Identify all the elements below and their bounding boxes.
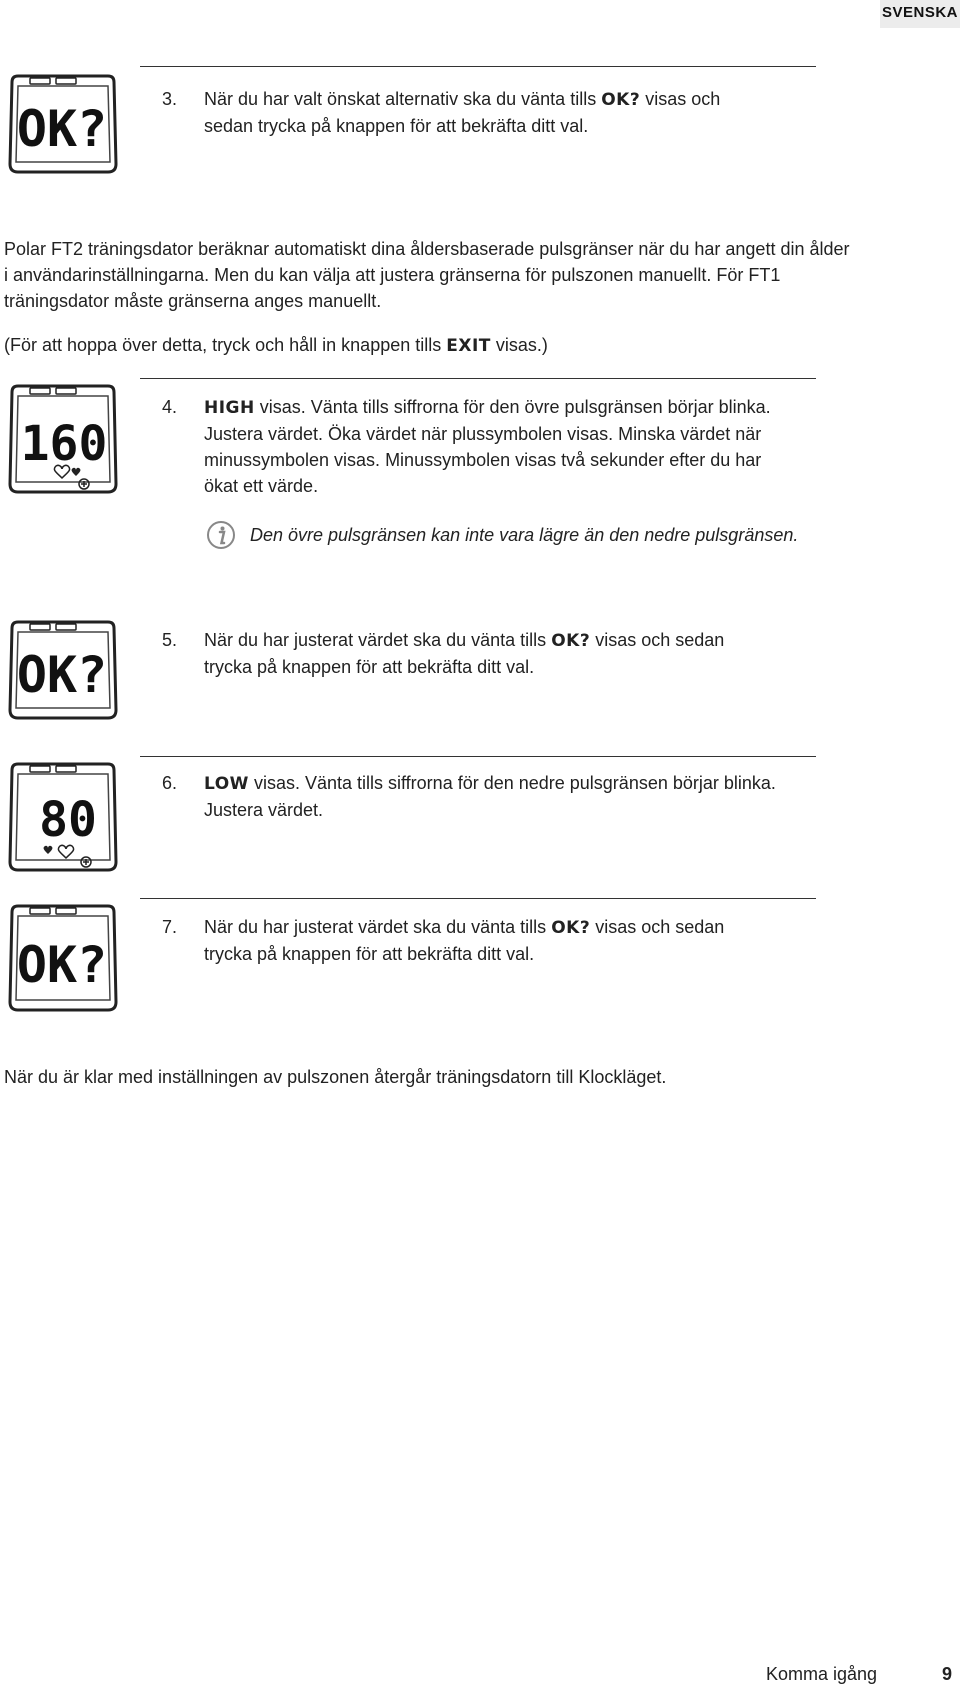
intro-line: i användarinställningarna. Men du kan välja att justera gränserna för pulszonen manuellt. För FT1 [4, 265, 781, 285]
step-4 [162, 394, 812, 499]
intro-line: Polar FT2 träningsdator beräknar automatiskt dina åldersbaserade pulsgränser när du har angett din ålder [4, 239, 850, 259]
lcd-text: OK? [16, 100, 108, 158]
watch-display-low [4, 760, 122, 874]
step-text: minussymbolen visas. Minussymbolen visas två sekunder efter du har [204, 450, 762, 470]
skip-text: (För att hoppa över detta, tryck och håll in knappen tills [4, 335, 442, 355]
skip-text: visas.) [495, 335, 548, 355]
lcd-text: OK? [16, 936, 108, 994]
step-text: visas. Vänta tills siffrorna för den nedre pulsgränsen börjar blinka. [253, 773, 776, 793]
step-text: trycka på knappen för att bekräfta ditt val. [204, 944, 535, 964]
step-text: sedan trycka på knappen för att bekräfta ditt val. [204, 116, 589, 136]
step-number: 5. [162, 630, 178, 650]
watch-display-ok [4, 618, 122, 722]
step-text: visas och sedan [595, 630, 725, 650]
step-number: 3. [162, 89, 178, 109]
step-7-rule [140, 898, 816, 899]
intro-line: träningsdator måste gränserna anges manuellt. [4, 291, 382, 311]
step-3 [162, 86, 812, 139]
lcd-label: EXIT [446, 336, 491, 356]
watch-display-high [4, 382, 122, 496]
watch-display-ok [4, 72, 122, 176]
step-text: trycka på knappen för att bekräfta ditt val. [204, 657, 535, 677]
lcd-label: OK? [551, 918, 591, 938]
intro-paragraph [4, 236, 954, 314]
step-text: visas och [645, 89, 721, 109]
step-text: ökat ett värde. [204, 476, 319, 496]
lcd-label: OK? [601, 90, 641, 110]
step-3-rule [140, 66, 816, 67]
footer-section: Komma igång [766, 1664, 878, 1684]
watch-display-ok [4, 902, 122, 1014]
lcd-label: OK? [551, 631, 591, 651]
step-text: visas och sedan [595, 917, 725, 937]
lcd-label: HIGH [204, 398, 255, 418]
lcd-text: 80 [39, 792, 97, 848]
closing-paragraph: När du är klar med inställningen av pulszonen återgår träningsdatorn till Klockläget. [4, 1067, 667, 1087]
step-number: 4. [162, 397, 178, 417]
step-text: visas. Vänta tills siffrorna för den övre pulsgränsen börjar blinka. [259, 397, 771, 417]
step-6-rule [140, 756, 816, 757]
step-text: Justera värdet. [204, 800, 324, 820]
step-number: 7. [162, 917, 178, 937]
step-text: När du har valt önskat alternativ ska du vänta tills [204, 89, 597, 109]
language-tab: SVENSKA [880, 0, 960, 28]
lcd-text: OK? [16, 646, 108, 704]
page-number: 9 [942, 1664, 953, 1684]
lcd-text: 160 [20, 416, 108, 472]
note-text: Den övre pulsgränsen kan inte vara lägre än den nedre pulsgränsen. [250, 525, 799, 545]
step-number: 6. [162, 773, 178, 793]
step-text: Justera värdet. Öka värdet när plussymbolen visas. Minska värdet när [204, 424, 762, 444]
skip-instruction [4, 332, 904, 359]
lcd-label: LOW [204, 774, 249, 794]
step-6 [162, 770, 822, 823]
step-5 [162, 627, 812, 680]
step-4-rule [140, 378, 816, 379]
step-text: När du har justerat värdet ska du vänta tills [204, 917, 547, 937]
step-7 [162, 914, 812, 967]
step-text: När du har justerat värdet ska du vänta tills [204, 630, 547, 650]
info-icon [206, 520, 236, 555]
